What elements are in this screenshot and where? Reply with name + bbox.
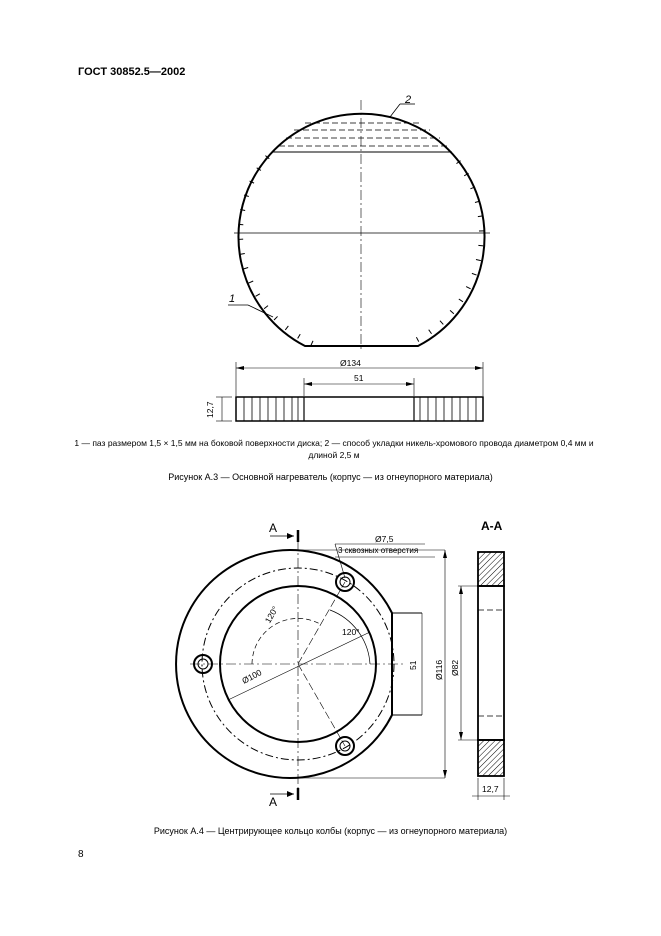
figure-a4-drawing: [0, 500, 661, 822]
figure-a4-caption: Рисунок А.4 — Центрирующее кольцо колбы (корпус — из огнеупорного материала): [153, 826, 508, 836]
dim-overall: Ø134: [340, 358, 361, 368]
dim-diam82: Ø82: [450, 659, 460, 676]
document-header: ГОСТ 30852.5—2002: [78, 66, 186, 78]
dim-diam116: Ø116: [434, 659, 444, 680]
angle-label-1: 120°: [262, 604, 281, 625]
wire-winding: [279, 123, 447, 146]
dim-inner: 51: [354, 373, 364, 383]
section-title: А-А: [481, 519, 503, 533]
leader-label-2: 2: [405, 94, 412, 106]
leader-label-1: 1: [229, 293, 236, 305]
disc-outline: [239, 114, 485, 346]
section-mark-top: А: [269, 521, 278, 535]
dim-flat: 51: [408, 660, 418, 670]
figure-a3-legend: 1 — паз размером 1,5 × 1,5 мм на боковой поверхности диска; 2 — способ укладки никель-хромового провода диаметром 0,4 мм и длиной 2,5 м: [74, 438, 594, 460]
disc-side-view: [205, 358, 483, 421]
dim-diam100: Ø100: [240, 667, 264, 686]
dim-thick: 12,7: [482, 784, 499, 794]
section-mark-bottom: А: [269, 795, 278, 809]
dim-height: 12,7: [205, 401, 215, 418]
angle-label-2: 120°: [342, 627, 360, 637]
figure-a3-caption: Рисунок А.3 — Основной нагреватель (корпус — из огнеупорного материала): [168, 472, 493, 482]
holes-note: 3 сквозных отверстия: [338, 546, 419, 555]
page-number: 8: [78, 849, 84, 860]
dim-holes: Ø7,5: [375, 534, 394, 544]
section-view: [478, 552, 504, 776]
